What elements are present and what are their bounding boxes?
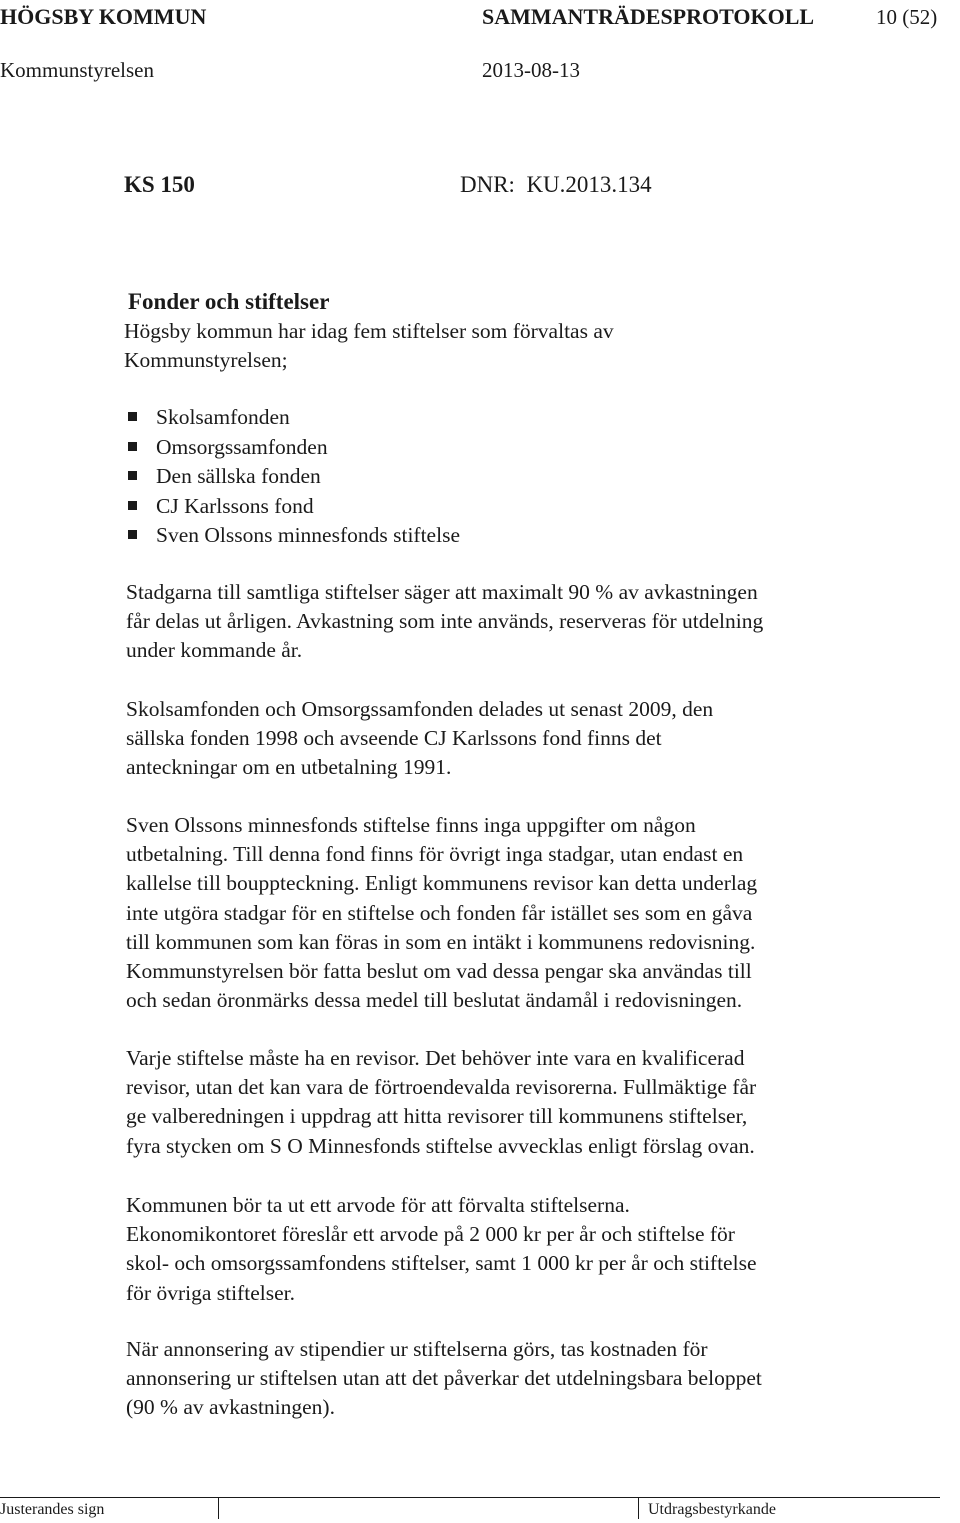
square-bullet-icon (128, 442, 137, 451)
text-line: Skolsamfonden och Omsorgssamfonden delades ut senast 2009, den (126, 697, 714, 721)
paragraph-fee (126, 1191, 926, 1308)
paragraph-auditor (126, 1044, 926, 1161)
case-number: KS 150 (124, 172, 195, 197)
text-line: Ekonomikontoret föreslår ett arvode på 2 000 kr per år och stiftelse för (126, 1222, 735, 1247)
square-bullet-icon (128, 501, 137, 510)
text-line: utbetalning. Till denna fond finns för övrigt inga stadgar, utan endast en (126, 842, 744, 867)
list-item-label: Den sällska fonden (156, 464, 321, 488)
text-line: inte utgöra stadgar för en stiftelse och fonden får istället ses som en gåva (126, 900, 753, 925)
text-line: kallelse till bouppteckning. Enligt kommunens revisor kan detta underlag (126, 871, 758, 896)
paragraph-payouts (126, 695, 926, 783)
committee-name: Kommunstyrelsen (0, 58, 154, 82)
list-item (124, 492, 460, 522)
adjuster-signature-label: Justerandes sign (0, 1501, 105, 1518)
extract-certification-divider (638, 1497, 639, 1519)
extract-certification-label: Utdragsbestyrkande (648, 1501, 776, 1518)
square-bullet-icon (128, 412, 137, 421)
text-line: till kommunen som kan föras in som en intäkt i kommunens redovisning. (126, 929, 756, 954)
meeting-date: 2013-08-13 (482, 58, 580, 82)
text-line: Sven Olssons minnesfonds stiftelse finns inga uppgifter om någon (126, 813, 696, 837)
footer-rule (0, 1497, 940, 1498)
text-line: och sedan öronmärks dessa medel till beslutat ändamål i redovisningen. (126, 988, 743, 1013)
page-number: 10 (52) (876, 5, 938, 29)
list-item-label: Skolsamfonden (156, 405, 290, 429)
text-line: får delas ut årligen. Avkastning som inte används, reserveras för utdelning (126, 609, 764, 634)
list-item (124, 521, 460, 551)
list-item-label: CJ Karlssons fond (156, 493, 314, 518)
intro-line: Kommunstyrelsen; (124, 348, 288, 372)
text-line: Stadgarna till samtliga stiftelser säger att maximalt 90 % av avkastningen (126, 580, 758, 604)
paragraph-statutes (126, 578, 926, 666)
foundation-list (124, 403, 460, 551)
square-bullet-icon (128, 530, 137, 539)
text-line: sällska fonden 1998 och avseende CJ Karlssons fond finns det (126, 726, 662, 751)
text-line: (90 % av avkastningen). (126, 1395, 335, 1420)
square-bullet-icon (128, 471, 137, 480)
list-item-label: Sven Olssons minnesfonds stiftelse (156, 523, 460, 547)
list-item (124, 433, 460, 463)
intro-line: Högsby kommun har idag fem stiftelser som förvaltas av (124, 319, 614, 343)
list-item-label: Omsorgssamfonden (156, 434, 328, 459)
intro-text (124, 317, 924, 375)
list-item (124, 462, 460, 492)
document-type: SAMMANTRÄDESPROTOKOLL (482, 4, 815, 29)
text-line: annonsering ur stiftelsen utan att det påverkar det utdelningsbara beloppet (126, 1366, 762, 1391)
text-line: anteckningar om en utbetalning 1991. (126, 755, 452, 780)
text-line: Kommunstyrelsen bör fatta beslut om vad dessa pengar ska användas till (126, 959, 752, 984)
text-line: ge valberedningen i uppdrag att hitta revisorer till kommunens stiftelser, (126, 1104, 748, 1129)
text-line: fyra stycken om S O Minnesfonds stiftelse avvecklas enligt förslag ovan. (126, 1133, 755, 1158)
list-item (124, 403, 460, 433)
text-line: skol- och omsorgssamfondens stiftelser, samt 1 000 kr per år och stiftelse (126, 1251, 757, 1276)
text-line: Varje stiftelse måste ha en revisor. Det behöver inte vara en kvalificerad (126, 1046, 745, 1070)
adjuster-signature-field (218, 1497, 219, 1519)
text-line: för övriga stiftelser. (126, 1280, 295, 1305)
paragraph-sven-olsson (126, 811, 926, 1015)
diary-number: DNR: KU.2013.134 (460, 172, 652, 197)
text-line: revisor, utan det kan vara de förtroendevalda revisorerna. Fullmäktige får (126, 1075, 757, 1100)
paragraph-advertising (126, 1335, 926, 1423)
text-line: När annonsering av stipendier ur stiftelserna görs, tas kostnaden för (126, 1337, 708, 1361)
text-line: Kommunen bör ta ut ett arvode för att förvalta stiftelserna. (126, 1193, 630, 1217)
org-name: HÖGSBY KOMMUN (0, 4, 207, 29)
text-line: under kommande år. (126, 638, 303, 663)
section-title: Fonder och stiftelser (128, 289, 330, 314)
